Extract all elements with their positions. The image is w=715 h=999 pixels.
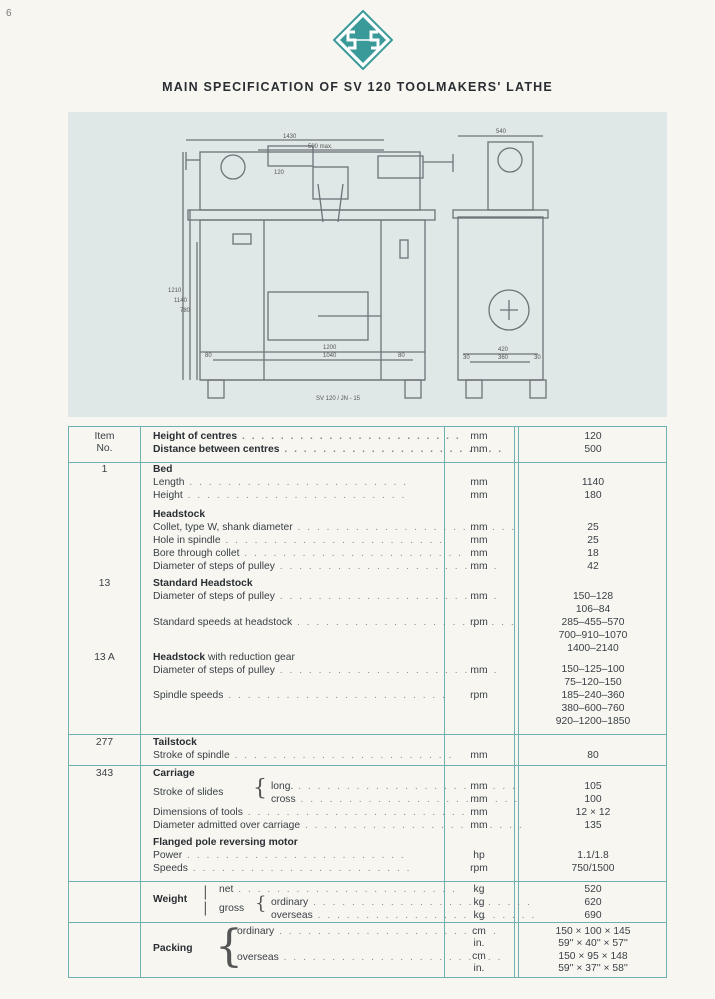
- spec-unit: in.: [473, 963, 485, 974]
- spec-label: Distance between centres . . .: [153, 443, 503, 456]
- dim-text: 1040: [323, 353, 337, 359]
- spec-label: Dimensions of tools . . .: [153, 806, 466, 819]
- spec-value: 620: [584, 897, 602, 908]
- spec-label: Height . . .: [153, 489, 406, 502]
- item-number: 1: [101, 464, 108, 475]
- spec-value: 59'' × 40'' × 57'': [558, 938, 628, 949]
- item-number: 343: [95, 768, 114, 779]
- section-title-rest: with reduction gear: [205, 652, 295, 663]
- spec-unit: mm: [470, 820, 488, 831]
- lathe-drawing: [68, 112, 667, 417]
- dim-text: 500 max.: [308, 144, 333, 150]
- spec-unit: mm: [470, 522, 488, 533]
- spec-label: Speeds . . .: [153, 862, 412, 875]
- spec-label: Diameter of steps of pulley . . .: [153, 664, 499, 677]
- dim-text: 120: [274, 170, 285, 176]
- spec-value: 75–120–150: [564, 677, 622, 688]
- dim-text: 30: [463, 355, 470, 361]
- spec-unit: mm: [470, 444, 488, 455]
- spec-value: 150–128: [572, 591, 614, 602]
- brace-icon: {: [215, 921, 243, 972]
- section-title: Weight: [153, 894, 188, 905]
- spec-value: 1.1/1.8: [577, 850, 609, 861]
- dim-text: 1210: [168, 288, 182, 294]
- spec-value: 285–455–570: [561, 617, 625, 628]
- spec-sublabel: gross: [219, 903, 245, 914]
- spec-unit: mm: [470, 807, 488, 818]
- spec-sublabel: cross . . .: [271, 793, 519, 806]
- spec-label: Stroke of spindle . . .: [153, 749, 453, 762]
- dim-text: 360: [498, 355, 509, 361]
- spec-value: 380–600–760: [561, 703, 625, 714]
- section-title: Standard Headstock: [153, 578, 253, 589]
- spec-label: Diameter admitted over carriage . . .: [153, 819, 524, 832]
- spec-sublabel: net . . .: [219, 883, 457, 896]
- spec-label: Diameter of steps of pulley . . .: [153, 560, 499, 573]
- spec-label: Bore through collet . . .: [153, 547, 463, 560]
- spec-value: 80: [587, 750, 599, 761]
- section-title: Flanged pole reversing motor: [153, 837, 298, 848]
- section-title: [153, 651, 295, 664]
- spec-unit: rpm: [470, 690, 488, 701]
- spec-value: 18: [587, 548, 599, 559]
- spec-value: 700–910–1070: [558, 630, 628, 641]
- no-header: No.: [96, 443, 113, 454]
- spec-value: 150–125–100: [561, 664, 625, 675]
- spec-unit: kg: [473, 910, 485, 921]
- dim-text: 420: [498, 347, 509, 353]
- spec-unit: mm: [470, 665, 488, 676]
- spec-unit: mm: [470, 490, 488, 501]
- section-title: Bed: [153, 464, 173, 475]
- spec-value: 120: [584, 431, 602, 442]
- bar-icon: |: [203, 884, 208, 900]
- bar-icon: |: [203, 900, 208, 916]
- spec-sublabel: long. . . .: [271, 780, 517, 793]
- spec-unit: mm: [470, 750, 488, 761]
- spec-value: 750/1500: [571, 863, 615, 874]
- section-title: Packing: [153, 943, 193, 954]
- spec-value: 500: [584, 444, 602, 455]
- section-title: Headstock: [153, 509, 206, 520]
- spec-unit: in.: [473, 938, 485, 949]
- spec-unit: cm: [472, 926, 486, 937]
- page-number: 6: [6, 8, 12, 19]
- sv-logo-icon: [333, 10, 393, 70]
- spec-value: 150 × 95 × 148: [558, 951, 628, 962]
- spec-unit: mm: [470, 477, 488, 488]
- spec-unit: mm: [470, 535, 488, 546]
- spec-unit: mm: [470, 794, 488, 805]
- lathe-line-drawing: [68, 112, 667, 417]
- dim-text: 1200: [323, 345, 337, 351]
- dim-text: 780: [180, 308, 191, 314]
- spec-label: Standard speeds at headstock . . .: [153, 616, 516, 629]
- brace-icon: {: [253, 776, 267, 801]
- spec-value: 1400–2140: [567, 643, 619, 654]
- spec-unit: mm: [470, 431, 488, 442]
- item-header: Item: [94, 431, 115, 442]
- spec-value: 25: [587, 535, 599, 546]
- spec-label: Spindle speeds . . .: [153, 689, 447, 702]
- item-number: 13: [98, 578, 111, 589]
- spec-value: 185–240–360: [561, 690, 625, 701]
- item-number: 277: [95, 737, 114, 748]
- spec-unit: rpm: [470, 617, 488, 628]
- spec-value: 135: [584, 820, 602, 831]
- spec-value: 920–1200–1850: [555, 716, 631, 727]
- dim-text: 1140: [174, 298, 187, 304]
- spec-sublabel: ordinary . . .: [271, 896, 532, 909]
- dim-text: 80: [205, 353, 212, 359]
- spec-unit: hp: [473, 850, 485, 861]
- spec-label: Diameter of steps of pulley . . .: [153, 590, 499, 603]
- spec-value: 42: [587, 561, 599, 572]
- spec-value: 520: [584, 884, 602, 895]
- page-title: MAIN SPECIFICATION OF SV 120 TOOLMAKERS' LATHE: [162, 80, 553, 94]
- spec-value: 1140: [581, 477, 605, 488]
- spec-unit: mm: [470, 781, 488, 792]
- dim-text: 540: [496, 129, 507, 135]
- spec-label: Collet, type W, shank diameter . . .: [153, 521, 516, 534]
- spec-label: Height of centres . . .: [153, 430, 461, 443]
- spec-unit: mm: [470, 548, 488, 559]
- section-title-bold: Headstock: [153, 652, 206, 663]
- spec-sublabel: overseas . . .: [271, 909, 536, 922]
- spec-unit: cm: [472, 951, 486, 962]
- spec-value: 106–84: [575, 604, 611, 615]
- spec-unit: kg: [473, 897, 485, 908]
- dim-text: 80: [398, 353, 405, 359]
- spec-value: 105: [584, 781, 602, 792]
- dim-text: 1430: [283, 134, 297, 140]
- headstock-outline: [200, 152, 420, 210]
- spec-value: 150 × 100 × 145: [555, 926, 631, 937]
- spec-label: Length . . .: [153, 476, 408, 489]
- spec-unit: kg: [473, 884, 485, 895]
- specification-table: [68, 426, 667, 978]
- brace-icon: {: [255, 893, 267, 914]
- spec-value: 180: [584, 490, 602, 501]
- drawing-caption: SV 120 / JN - 15: [316, 396, 361, 402]
- spec-unit: rpm: [470, 863, 488, 874]
- dim-text: 30: [534, 355, 541, 361]
- spec-unit: mm: [470, 561, 488, 572]
- spec-sublabel: overseas . . .: [237, 951, 502, 964]
- spec-value: 100: [584, 794, 602, 805]
- spec-sublabel: ordinary . . .: [237, 925, 498, 938]
- section-title: Carriage: [153, 768, 195, 779]
- spec-label: Hole in spindle . . .: [153, 534, 444, 547]
- spec-label: Power . . .: [153, 849, 406, 862]
- spec-value: 690: [584, 910, 602, 921]
- spec-value: 12 × 12: [575, 807, 611, 818]
- item-number: 13 A: [94, 652, 115, 663]
- section-title: Tailstock: [153, 737, 197, 748]
- spec-unit: mm: [470, 591, 488, 602]
- spec-value: 59'' × 37'' × 58'': [558, 963, 628, 974]
- spec-label: Stroke of slides: [153, 787, 224, 798]
- spec-value: 25: [587, 522, 599, 533]
